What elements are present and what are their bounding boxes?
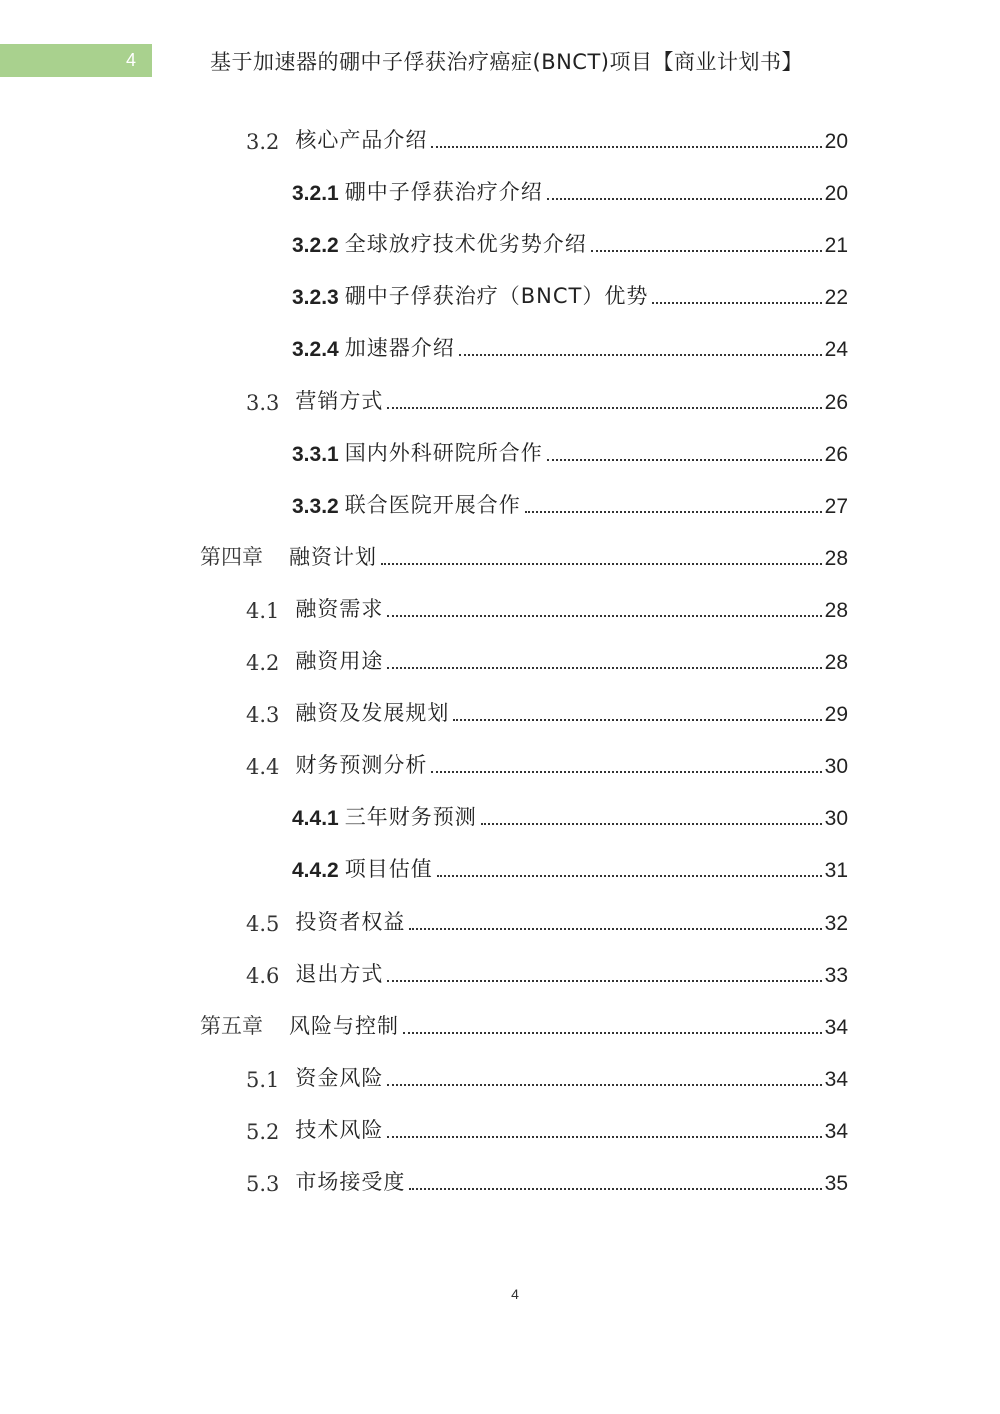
toc-entry-page: 29 (824, 703, 848, 727)
toc-entry-number: 5.1 (246, 1067, 280, 1092)
toc-entry-page: 27 (824, 494, 848, 518)
toc-entry[interactable] (292, 853, 848, 883)
toc-entry-page: 34 (824, 1015, 848, 1039)
toc-entry-title: 退出方式 (295, 961, 384, 986)
toc-entry-title: 硼中子俘获治疗介绍 (344, 180, 543, 205)
toc-entry-number: 3.2.2 (292, 234, 339, 258)
toc-entry[interactable] (246, 1062, 848, 1092)
toc-entry-number: 4.2 (246, 651, 280, 675)
toc-dot-leader (387, 1084, 821, 1086)
toc-dot-leader (481, 823, 822, 825)
header-page-number: 4 (125, 50, 136, 70)
toc-entry-number: 3.2 (246, 130, 280, 154)
toc-dot-leader (453, 719, 821, 721)
toc-entry-number: 4.6 (246, 963, 280, 988)
toc-entry[interactable] (292, 801, 848, 831)
toc-entry-number: 4.4.1 (292, 807, 339, 831)
toc-entry-page: 32 (824, 911, 848, 935)
toc-entry[interactable] (292, 280, 848, 310)
toc-entry-title: 技术风险 (295, 1117, 384, 1142)
toc-entry-number: 4.5 (246, 911, 280, 936)
toc-entry[interactable] (246, 593, 848, 623)
toc-entry[interactable] (292, 176, 848, 206)
toc-entry-page: 28 (824, 546, 848, 570)
toc-entry-page: 31 (824, 859, 848, 883)
toc-entry[interactable] (292, 332, 848, 362)
toc-entry-page: 24 (824, 338, 848, 362)
toc-dot-leader (431, 771, 821, 773)
toc-entry[interactable] (200, 541, 848, 571)
toc-entry[interactable] (292, 228, 848, 258)
toc-entry-number: 3.3.2 (292, 494, 339, 518)
toc-entry-page: 28 (824, 598, 848, 622)
toc-dot-leader (431, 146, 821, 148)
toc-entry-page: 20 (824, 130, 848, 153)
toc-dot-leader (409, 928, 821, 930)
toc-entry-page: 34 (824, 1119, 848, 1143)
toc-dot-leader (591, 250, 822, 252)
toc-entry[interactable] (246, 1166, 848, 1196)
toc-dot-leader (387, 1136, 821, 1138)
toc-entry-page: 30 (824, 755, 848, 779)
toc-entry-page: 34 (824, 1067, 848, 1091)
toc-entry-page: 35 (824, 1172, 848, 1195)
toc-entry-page: 28 (824, 651, 848, 674)
toc-entry[interactable] (246, 906, 848, 936)
toc-dot-leader (437, 875, 822, 877)
toc-entry[interactable] (246, 749, 848, 779)
toc-entry-page: 30 (824, 807, 848, 831)
toc-entry-page: 26 (824, 390, 848, 414)
toc-dot-leader (547, 198, 822, 200)
toc-dot-leader (525, 511, 822, 513)
toc-dot-leader (409, 1188, 821, 1190)
toc-dot-leader (459, 354, 822, 356)
toc-entry-title: 三年财务预测 (344, 805, 477, 830)
toc-dot-leader (652, 302, 821, 304)
toc-entry-number: 4.4 (246, 755, 280, 780)
toc-entry-number: 4.4.2 (292, 859, 339, 883)
toc-dot-leader (403, 1032, 822, 1034)
header-title: 基于加速器的硼中子俘获治疗癌症(BNCT)项目【商业计划书】 (210, 50, 803, 74)
toc-dot-leader (381, 563, 822, 565)
toc-dot-leader (387, 615, 821, 617)
toc-entry[interactable] (246, 124, 848, 154)
toc-entry-page: 33 (824, 963, 848, 987)
footer-page-number: 4 (511, 1286, 519, 1302)
toc-entry-title: 融资计划 (289, 544, 377, 569)
toc-entry-title: 融资用途 (295, 649, 384, 673)
toc-entry-title: 核心产品介绍 (295, 128, 428, 152)
toc-entry[interactable] (200, 1010, 848, 1040)
toc-entry-number: 第四章 (200, 544, 263, 569)
toc-entry-page: 20 (824, 182, 848, 206)
toc-entry-title: 融资及发展规划 (295, 701, 450, 726)
toc-entry-title: 国内外科研院所合作 (344, 440, 543, 465)
toc-entry-number: 3.3 (246, 390, 280, 415)
toc-entry-title: 全球放疗技术优劣势介绍 (344, 232, 587, 257)
toc-entry-title: 联合医院开展合作 (344, 492, 521, 517)
toc-entry-page: 26 (824, 442, 848, 466)
toc-dot-leader (387, 980, 821, 982)
toc-entry-title: 营销方式 (295, 388, 384, 413)
toc-entry[interactable] (292, 489, 848, 519)
toc-dot-leader (387, 407, 821, 409)
toc-entry-title: 资金风险 (295, 1065, 384, 1090)
toc-entry-title: 项目估值 (344, 857, 433, 882)
toc-entry[interactable] (246, 645, 848, 675)
toc-entry-page: 21 (824, 234, 848, 258)
toc-entry[interactable] (246, 385, 848, 415)
toc-entry-title: 加速器介绍 (344, 336, 455, 361)
toc-entry-title: 投资者权益 (295, 909, 406, 934)
header-page-tab (0, 44, 152, 77)
toc-dot-leader (547, 459, 822, 461)
toc-entry[interactable] (246, 958, 848, 988)
toc-entry-number: 第五章 (200, 1013, 263, 1038)
toc-entry-title: 财务预测分析 (295, 753, 428, 778)
toc-entry-title: 风险与控制 (289, 1013, 399, 1038)
toc-entry-number: 5.2 (246, 1119, 280, 1144)
toc-entry-number: 3.2.4 (292, 338, 339, 362)
toc-entry-number: 5.3 (246, 1172, 280, 1196)
toc-entry[interactable] (292, 437, 848, 467)
toc-entry-number: 3.2.3 (292, 286, 339, 310)
toc-entry-title: 硼中子俘获治疗（BNCT）优势 (344, 284, 649, 309)
toc-entry-number: 4.1 (246, 598, 280, 623)
toc-entry-page: 22 (824, 286, 848, 310)
toc-entry-title: 市场接受度 (295, 1170, 406, 1194)
toc-entry-number: 3.2.1 (292, 182, 339, 206)
toc-entry[interactable] (246, 697, 848, 727)
toc-entry-number: 3.3.1 (292, 442, 339, 466)
toc-entry-number: 4.3 (246, 703, 280, 728)
toc-entry[interactable] (246, 1114, 848, 1144)
toc-entry-title: 融资需求 (295, 596, 384, 621)
toc-dot-leader (387, 667, 821, 669)
